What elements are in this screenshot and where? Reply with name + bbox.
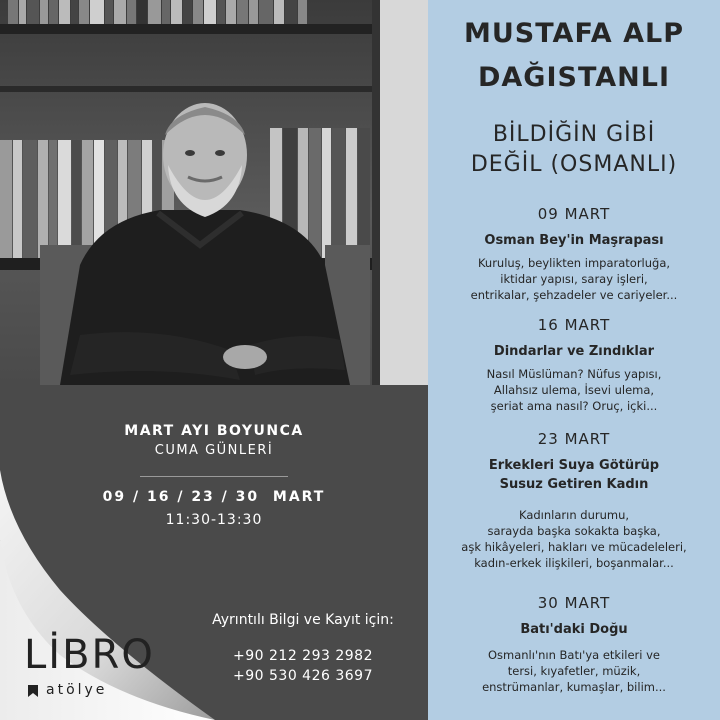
schedule-subheading: CUMA GÜNLERİ (154, 443, 274, 458)
contact-title: Ayrıntılı Bilgi ve Kayıt için: (212, 612, 394, 628)
session-description: Kuruluş, beylikten imparatorluğa, (477, 256, 671, 270)
session-description: Nasıl Müslüman? Nüfus yapısı, (486, 367, 662, 381)
session-date: 30 MART (537, 594, 611, 612)
divider (140, 476, 288, 477)
session-title: Susuz Getiren Kadın (499, 477, 649, 492)
session-description: kadın-erkek ilişkileri, boşanmalar... (474, 556, 674, 570)
session-description: Kadınların durumu, (518, 508, 630, 522)
session-description: iktidar yapısı, saray işleri, (500, 272, 648, 286)
session-title: Osman Bey'in Maşrapası (484, 233, 664, 248)
session-description: Osmanlı'nın Batı'ya etkileri ve (487, 648, 661, 662)
phone-number[interactable]: +90 530 426 3697 (233, 668, 373, 684)
session-description: entrikalar, şehzadeler ve cariyeler... (470, 288, 678, 302)
author-photo (0, 0, 428, 385)
session-date: 23 MART (537, 430, 611, 448)
schedule-dates: 09 / 16 / 23 / 30 MART (102, 489, 326, 505)
course-details-panel (428, 0, 720, 720)
logo-subtitle: atölye (46, 682, 108, 698)
author-name: MUSTAFA ALP (464, 18, 684, 49)
author-surname: DAĞISTANLI (477, 62, 671, 93)
phone-number[interactable]: +90 212 293 2982 (233, 648, 373, 664)
libro-atolye-logo (24, 632, 154, 707)
session-title: Batı'daki Doğu (520, 622, 628, 637)
bookmark-icon (26, 684, 40, 698)
session-title: Erkekleri Suya Götürüp (488, 458, 660, 473)
session-description: Allahsız ulema, İsevi ulema, (493, 383, 655, 397)
session-date: 16 MART (537, 316, 611, 334)
session-title: Dindarlar ve Zındıklar (493, 344, 655, 359)
schedule-heading: MART AYI BOYUNCA (124, 423, 304, 439)
session-description: aşk hikâyeleri, hakları ve mücadeleleri, (461, 540, 687, 554)
session-description: şeriat ama nasıl? Oruç, içki... (490, 399, 658, 413)
schedule-hours: 11:30-13:30 (165, 512, 263, 528)
logo-wordmark: LİBRO (24, 632, 155, 678)
session-date: 09 MART (537, 205, 611, 223)
session-description: sarayda başka sokakta başka, (487, 524, 661, 538)
session-description: tersi, kıyafetler, müzik, (507, 664, 641, 678)
series-title: DEĞİL (OSMANLI) (470, 152, 678, 177)
session-description: enstrümanlar, kumaşlar, bilim... (482, 680, 666, 694)
author-portrait (40, 95, 370, 385)
series-title: BİLDİĞİN GİBİ (492, 122, 656, 147)
